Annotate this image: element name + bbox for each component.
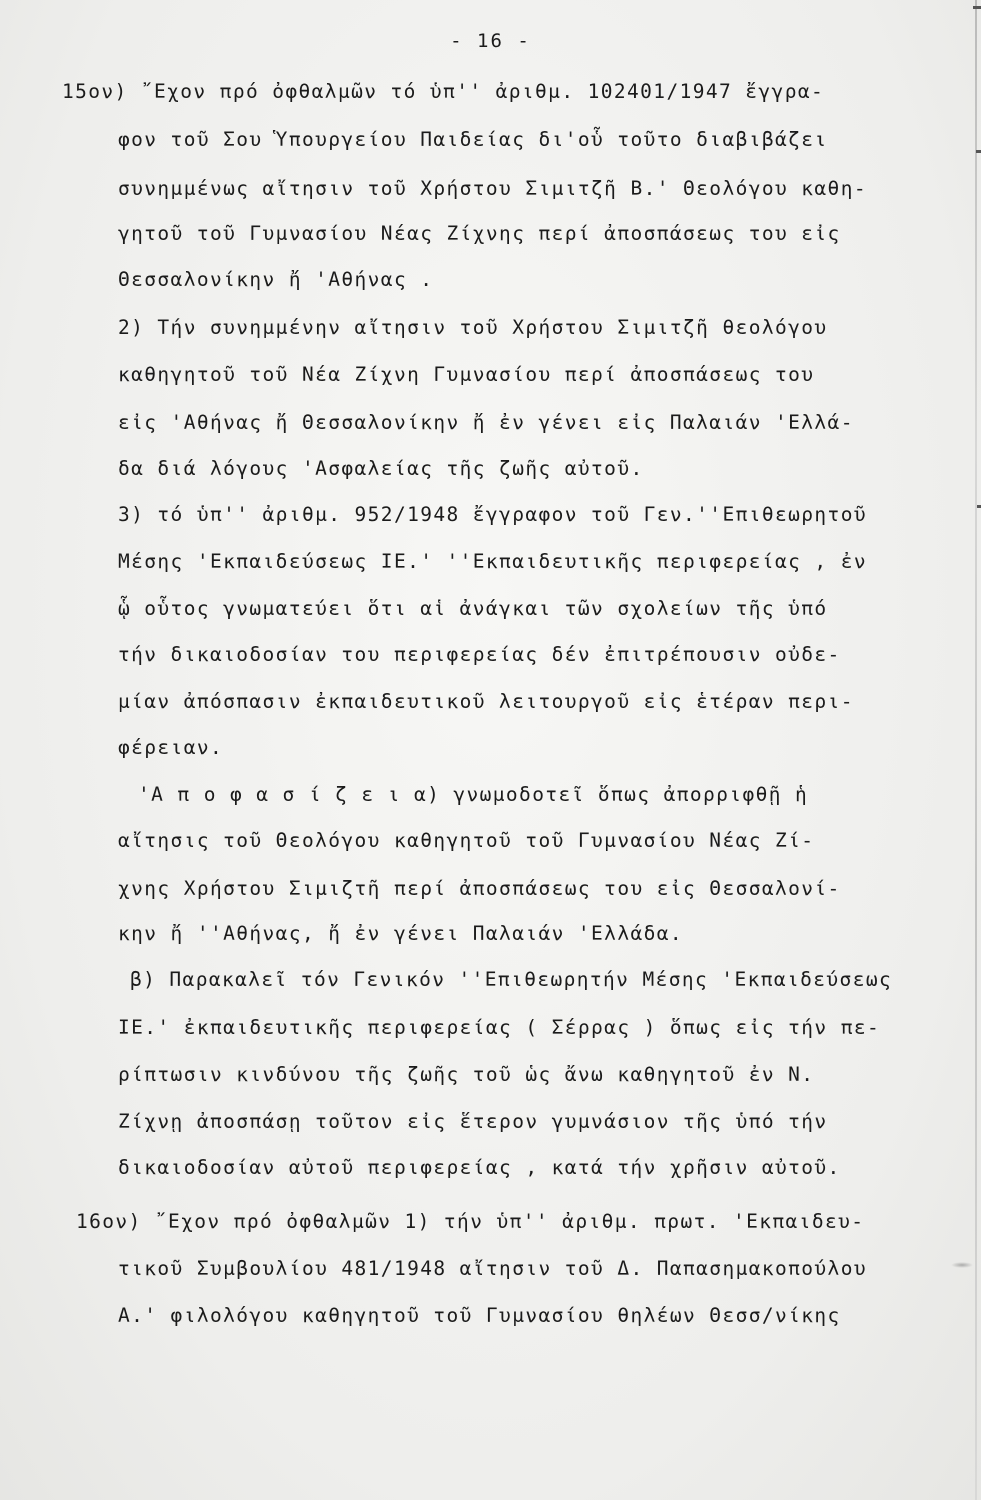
text-line: 16ον) ῎Εχον πρό ὀφθαλμῶν 1) τήν ὑπ'' ἀριθμ. πρωτ. 'Εκπαιδευ- bbox=[76, 1210, 865, 1233]
text-line: Ζίχνῃ ἀποσπάσῃ τοῦτον εἰς ἕτερον γυμνάσιον τῆς ὑπό τήν bbox=[118, 1110, 828, 1133]
text-line: εἰς 'Αθήνας ἤ Θεσσαλονίκην ἤ ἐν γένει εἰς Παλαιάν 'Ελλά- bbox=[118, 411, 854, 434]
text-line: καθηγητοῦ τοῦ Νέα Ζίχνη Γυμνασίου περί ἀποσπάσεως του bbox=[118, 363, 815, 386]
text-line: Α.' φιλολόγου καθηγητοῦ τοῦ Γυμνασίου θηλέων Θεσσ/νίκης bbox=[118, 1304, 841, 1327]
ink-smudge bbox=[951, 1262, 973, 1268]
text-line: αἴτησις τοῦ Θεολόγου καθηγητοῦ τοῦ Γυμνασίου Νέας Ζί- bbox=[118, 829, 815, 852]
text-line: μίαν ἀπόσπασιν ἐκπαιδευτικοῦ λειτουργοῦ εἰς ἑτέραν περι- bbox=[118, 690, 854, 713]
edge-mark bbox=[973, 6, 981, 9]
text-line: 'Α π ο φ α σ ί ζ ε ι α) γνωμοδοτεῖ ὅπως ἀπορριφθῇ ἡ bbox=[138, 783, 809, 806]
edge-mark bbox=[977, 505, 981, 508]
text-line: φέρειαν. bbox=[118, 736, 224, 759]
text-line: γητοῦ τοῦ Γυμνασίου Νέας Ζίχνης περί ἀποσπάσεως του εἰς bbox=[118, 222, 841, 245]
text-line: δικαιοδοσίαν αὐτοῦ περιφερείας , κατά τήν χρῆσιν αὐτοῦ. bbox=[118, 1156, 841, 1179]
text-line: Μέσης 'Εκπαιδεύσεως ΙΕ.' ''Εκπαιδευτικῆς περιφερείας , ἐν bbox=[118, 550, 867, 573]
text-line: κην ἤ ''Αθήνας, ἤ ἐν γένει Παλαιάν 'Ελλάδα. bbox=[118, 922, 684, 945]
text-line: ΙΕ.' ἐκπαιδευτικῆς περιφερείας ( Σέρρας ) ὅπως εἰς τήν πε- bbox=[118, 1016, 881, 1039]
text-line: τικοῦ Συμβουλίου 481/1948 αἴτησιν τοῦ Δ. Παπασημακοπούλου bbox=[118, 1257, 867, 1280]
text-line: φον τοῦ Σου Ὑπουργείου Παιδείας δι'οὗ τοῦτο διαβιβάζει bbox=[118, 128, 828, 151]
text-line: ρίπτωσιν κινδύνου τῆς ζωῆς τοῦ ὡς ἄνω καθηγητοῦ ἐν Ν. bbox=[118, 1063, 815, 1086]
page-number: - 16 - bbox=[450, 30, 531, 52]
text-line: χνης Χρήστου Σιμιζτῆ περί ἀποσπάσεως του εἰς Θεσσαλονί- bbox=[118, 877, 841, 900]
text-line: Θεσσαλονίκην ἤ 'Αθήνας . bbox=[118, 268, 434, 291]
text-line: 2) Τήν συνημμένην αἴτησιν τοῦ Χρήστου Σιμιτζῆ θεολόγου bbox=[118, 316, 828, 339]
text-line: δα διά λόγους 'Ασφαλείας τῆς ζωῆς αὐτοῦ. bbox=[118, 457, 644, 480]
edge-mark bbox=[976, 150, 981, 153]
text-line: συνημμένως αἴτησιν τοῦ Χρήστου Σιμιτζῆ Β.' Θεολόγου καθη- bbox=[118, 177, 867, 200]
text-line: ᾧ οὗτος γνωματεύει ὅτι αἱ ἀνάγκαι τῶν σχολείων τῆς ὑπό bbox=[118, 597, 828, 620]
text-line: 15ον) ῎Εχον πρό ὀφθαλμῶν τό ὑπ'' ἀριθμ. 102401/1947 ἔγγρα- bbox=[62, 80, 825, 103]
page-edge-shadow bbox=[975, 0, 977, 1500]
text-line: τήν δικαιοδοσίαν του περιφερείας δέν ἐπιτρέπουσιν οὐδε- bbox=[118, 643, 841, 666]
text-line: β) Παρακαλεῖ τόν Γενικόν ''Επιθεωρητήν Μέσης 'Εκπαιδεύσεως bbox=[130, 968, 893, 991]
text-line: 3) τό ὑπ'' ἀριθμ. 952/1948 ἔγγραφον τοῦ Γεν.''Επιθεωρητοῦ bbox=[118, 503, 867, 526]
